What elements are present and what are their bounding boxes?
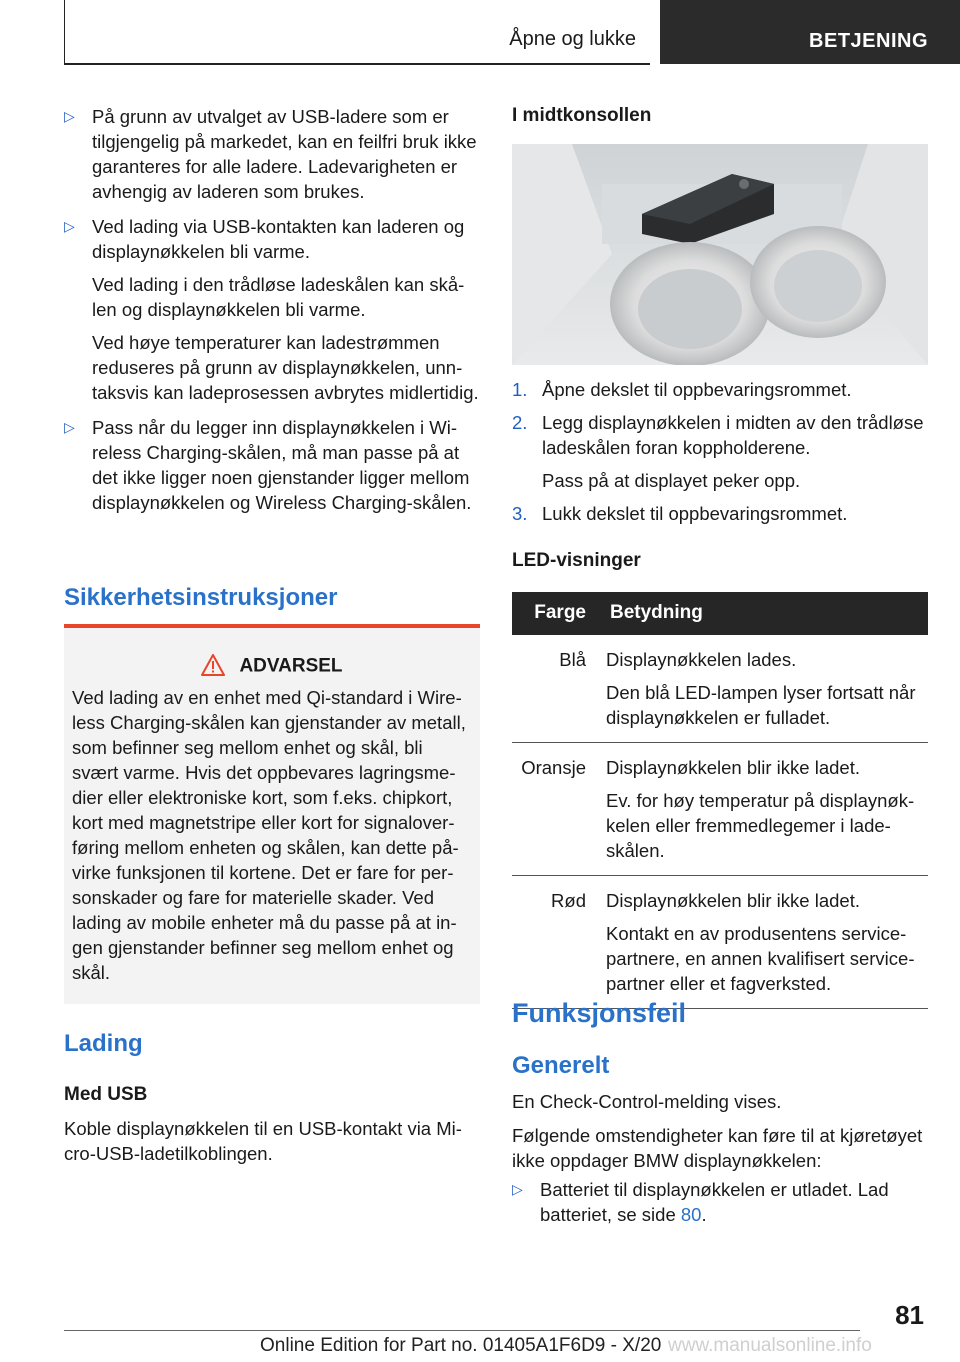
- warning-box: [64, 624, 480, 1004]
- fault-heading: Funksjonsfeil: [512, 998, 687, 1028]
- bullet-text-body: Batteriet til displaynøkkelen er utladet. Lad batteriet, se side: [540, 1179, 889, 1225]
- left-column: [64, 104, 480, 515]
- bullet-item: [64, 214, 480, 405]
- bullet-subtext: Ved lading i den trådløse ladeskålen kan skålen og displaynøkkelen bli varme.: [92, 274, 465, 320]
- footer-edition: Online Edition for Part no. 01405A1F6D9 - X/20: [260, 1335, 662, 1356]
- led-heading: LED-visninger: [512, 550, 641, 571]
- header-section-title: Åpne og lukke: [509, 28, 636, 50]
- step-number: 2.: [512, 412, 528, 433]
- steps-list: [512, 377, 928, 526]
- led-meaning-cell: [600, 876, 928, 1009]
- general-text-2: Følgende omstendigheter kan føre til at kjøretøyet ikke oppdager BMW displaynøkkelen:: [512, 1125, 923, 1171]
- led-meaning-cell: [600, 743, 928, 876]
- step-text: Lukk dekslet til oppbevaringsrommet.: [542, 503, 848, 524]
- header-divider: [64, 63, 650, 65]
- col-header-meaning: Betydning: [600, 592, 928, 635]
- step-item: [512, 377, 928, 402]
- table-row: [512, 635, 928, 743]
- general-text-1: En Check-Control-melding vises.: [512, 1091, 782, 1112]
- bullet-item: [512, 1177, 928, 1227]
- footer-divider: [64, 1330, 860, 1331]
- safety-heading: Sikkerhetsinstruksjoner: [64, 584, 338, 611]
- page-link[interactable]: 80: [680, 1204, 702, 1225]
- page-number: 81: [895, 1300, 924, 1330]
- footer-watermark: www.manualsonline.info: [668, 1335, 872, 1356]
- led-table-header: [512, 592, 928, 635]
- usb-text: Koble displaynøkkelen til en USB-kontakt via Micro-USB-ladetilkoblingen.: [64, 1118, 462, 1164]
- step-text: Åpne dekslet til oppbevaringsrommet.: [542, 379, 852, 400]
- triangle-bullet-icon: ▷: [64, 108, 75, 124]
- meaning-line: Den blå LED-lampen lyser fortsatt når displaynøkkelen er fulladet.: [606, 682, 916, 728]
- header-chapter-title: BETJENING: [660, 0, 960, 64]
- step-number: 3.: [512, 503, 528, 524]
- bullet-item: [64, 104, 480, 204]
- lading-heading: Lading: [64, 1030, 143, 1057]
- warning-title: ADVARSEL: [239, 655, 343, 677]
- meaning-line: Kontakt en av produsentens servicepartnere, en annen kvalifisert servicepartner eller et fagverksted.: [606, 923, 915, 994]
- bullet-text: Ved lading via USB-kontakten kan laderen og displaynøkkelen bli varme.: [92, 216, 465, 262]
- bullet-text: [540, 1177, 928, 1227]
- meaning-line: Ev. for høy temperatur på displaynøkkelen eller fremmedlegemer i ladeskålen.: [606, 790, 915, 861]
- col-header-color: Farge: [512, 592, 600, 635]
- table-row: [512, 876, 928, 1009]
- console-heading: I midtkonsollen: [512, 105, 652, 126]
- warning-header: [72, 654, 472, 681]
- bullet-text: På grunn av utvalget av USB-ladere som er tilgjengelig på markedet, kan en feilfri bruk ikke garanteres for alle ladere. Ladevarigheten er avhengig av laderen som brukes.: [92, 106, 477, 202]
- table-row: [512, 743, 928, 876]
- bullet-item: [64, 415, 480, 515]
- general-heading: Generelt: [512, 1052, 610, 1079]
- usb-heading: Med USB: [64, 1084, 148, 1105]
- warning-triangle-icon: [201, 654, 225, 681]
- meaning-line: Displaynøkkelen blir ikke ladet.: [606, 757, 860, 778]
- bullet-subtext: Ved høye temperaturer kan ladestrømmen reduseres på grunn av displaynøkkelen, unntaksvis kan ladeprosessen avbrytes midlertidig.: [92, 332, 479, 403]
- triangle-bullet-icon: ▷: [64, 218, 75, 234]
- meaning-line: Displaynøkkelen blir ikke ladet.: [606, 890, 860, 911]
- led-table: [512, 592, 928, 1009]
- led-color-cell: Blå: [512, 635, 600, 743]
- step-number: 1.: [512, 379, 528, 400]
- step-item: [512, 410, 928, 493]
- step-subtext: Pass på at displayet peker opp.: [542, 470, 801, 491]
- triangle-bullet-icon: ▷: [64, 419, 75, 435]
- step-item: [512, 501, 928, 526]
- bullet-text: Pass når du legger inn displaynøkkelen i Wireless Charging-skålen, må man passe på at det ikke ligger noen gjenstander ligger mellom displaynøkkelen og Wireless Charging-skålen.: [92, 417, 472, 513]
- center-console-image: [512, 144, 928, 365]
- warning-text: Ved lading av en enhet med Qi-standard i Wireless Charging-skålen kan gjenstander av metall, som befinner seg mellom enhet og skål, bli svært varme. Hvis det oppbevares lagringsmedier eller elektroniske kort, som f.eks. chipkort, kort med magnetstripe eller kort for signaloverføring mellom enheten og skålen, kan dette påvirke funksjonen til kortene. Det er fare for personskader og fare for materielle skader. Ved lading av mobile enheter må du passe på at ingen gjenstander befinner seg mellom enhet og skål.: [72, 687, 466, 983]
- led-color-cell: Oransje: [512, 743, 600, 876]
- bullet-text-end: .: [701, 1204, 707, 1225]
- console-illustration: [512, 144, 928, 365]
- step-text: Legg displaynøkkelen i midten av den trådløse ladeskålen foran koppholderene.: [542, 412, 924, 458]
- led-color-cell: Rød: [512, 876, 600, 1009]
- triangle-bullet-icon: ▷: [512, 1181, 523, 1197]
- meaning-line: Displaynøkkelen lades.: [606, 649, 797, 670]
- led-meaning-cell: [600, 635, 928, 743]
